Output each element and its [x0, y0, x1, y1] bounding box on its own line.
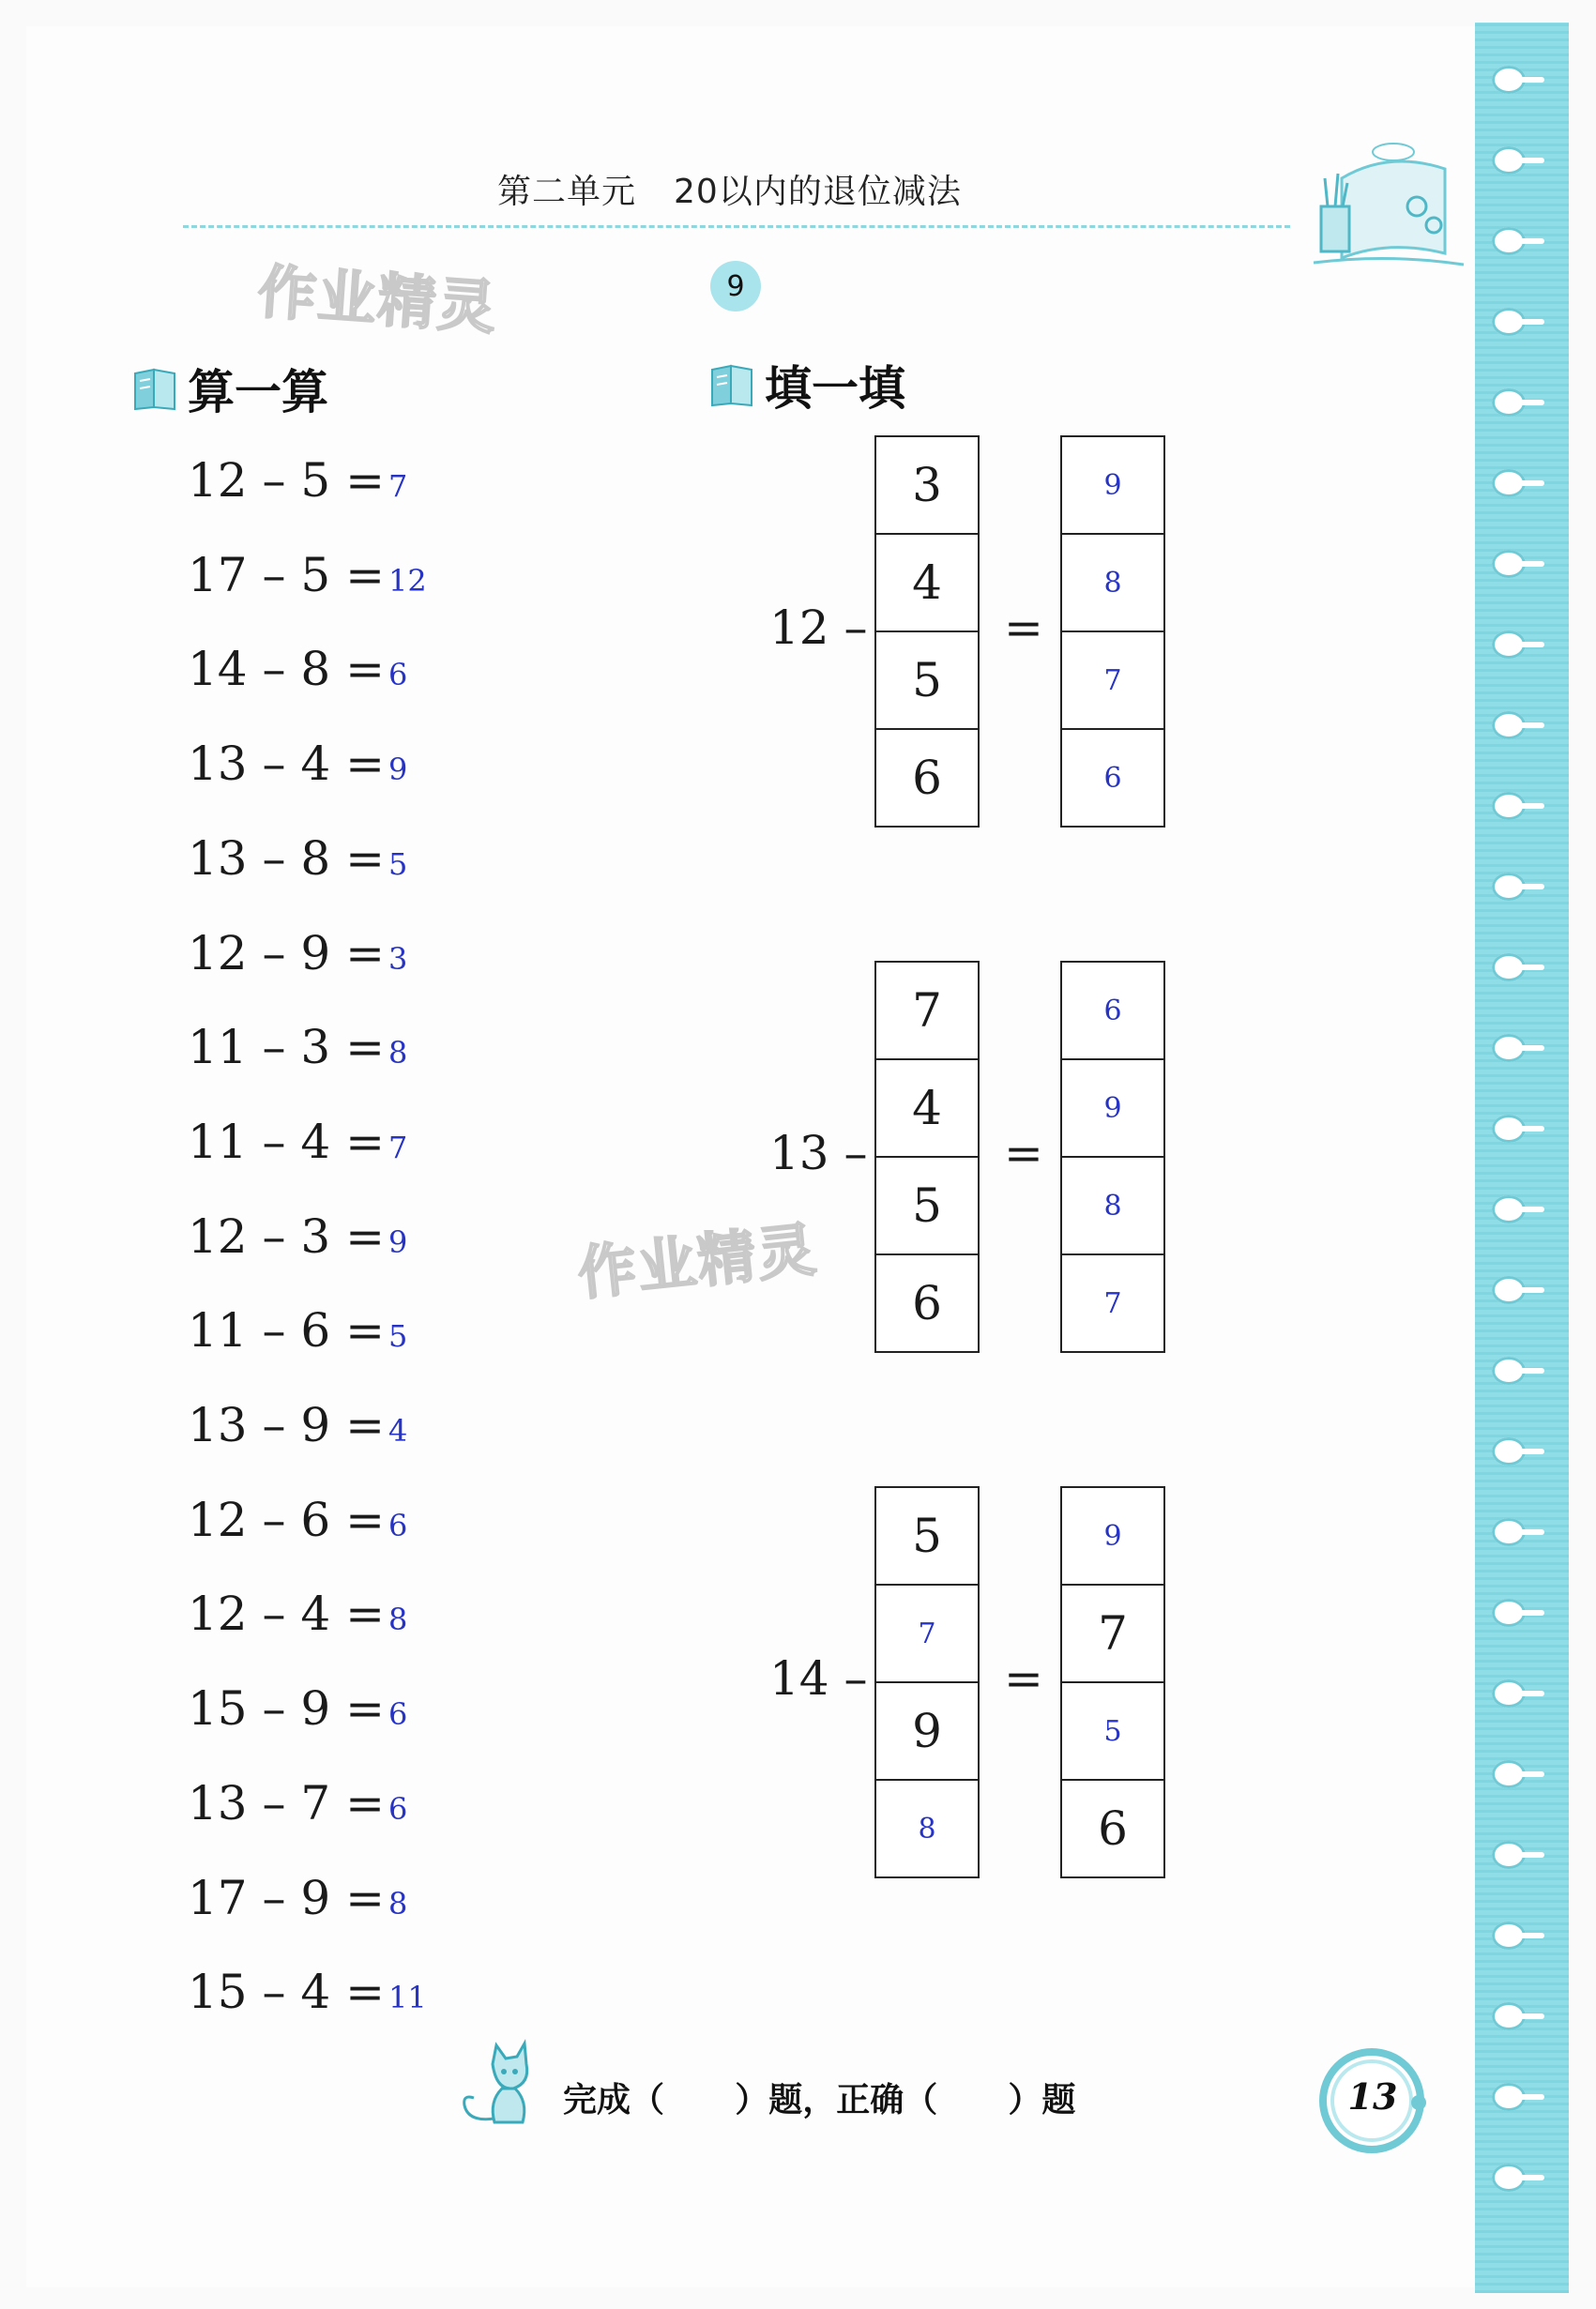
binding-ring	[1492, 388, 1526, 417]
answer-cell[interactable]: 9	[1062, 1060, 1163, 1158]
answer-cell[interactable]: 9	[1062, 437, 1163, 535]
equation-row	[188, 1871, 407, 1925]
equation-answer[interactable]: 8	[388, 1602, 408, 1638]
equation-answer[interactable]: 11	[388, 1980, 427, 2016]
answer-cell[interactable]: 5	[1062, 1683, 1163, 1781]
minuend-label: 13 –	[769, 1126, 868, 1180]
answer-cell[interactable]: 8	[918, 1812, 936, 1846]
equation-row	[188, 1681, 407, 1736]
binding-ring	[1492, 1437, 1526, 1466]
equation-row	[188, 642, 407, 696]
answer-cell[interactable]: 9	[1062, 1488, 1163, 1586]
equation-row	[188, 1115, 407, 1169]
equation-answer[interactable]: 9	[388, 1223, 408, 1260]
answer-cell[interactable]: 6	[1062, 963, 1163, 1060]
equation-answer[interactable]: 7	[388, 468, 408, 504]
given-cell: 4	[876, 1060, 978, 1158]
given-cell: 5	[876, 632, 978, 730]
binding-ring	[1492, 2164, 1526, 2192]
equation-expression: 12 – 5 =	[188, 453, 386, 508]
fill-group	[769, 961, 1173, 1347]
equation-answer[interactable]: 5	[388, 845, 408, 882]
given-cell: 7	[1062, 1586, 1163, 1683]
equation-answer[interactable]: 8	[388, 1035, 408, 1071]
equation-expression: 14 – 8 =	[188, 642, 386, 697]
binding-ring	[1492, 1195, 1526, 1223]
equation-row	[188, 1020, 407, 1074]
equation-row	[188, 1303, 407, 1358]
equation-row	[188, 1493, 407, 1547]
binding-ring	[1492, 1679, 1526, 1708]
binding-ring	[1492, 2002, 1526, 2030]
binding-ring	[1492, 711, 1526, 739]
given-cell: 6	[912, 751, 942, 805]
difference-column	[1060, 961, 1165, 1353]
equation-expression: 11 – 4 =	[188, 1114, 386, 1169]
binding-ring	[1492, 1115, 1526, 1143]
answer-cell[interactable]: 7	[1103, 1286, 1122, 1320]
spiral-binding	[1475, 23, 1569, 2293]
unit-label: 第二单元	[497, 173, 637, 211]
binding-ring	[1492, 873, 1526, 901]
stationery-illustration	[1304, 141, 1473, 272]
book-icon	[131, 364, 180, 413]
binding-ring	[1492, 1599, 1526, 1627]
equation-expression: 17 – 5 =	[188, 547, 386, 602]
answer-cell[interactable]: 7	[876, 1586, 978, 1683]
section-title-fill	[708, 351, 905, 418]
binding-ring	[1492, 550, 1526, 578]
equation-expression: 12 – 4 =	[188, 1587, 386, 1642]
binding-ring	[1492, 1922, 1526, 1950]
cat-icon	[455, 2036, 544, 2134]
binding-ring	[1492, 1518, 1526, 1546]
equation-expression: 13 – 7 =	[188, 1775, 386, 1830]
equation-answer[interactable]: 8	[388, 1885, 408, 1922]
equation-expression: 13 – 8 =	[188, 830, 386, 886]
header-divider	[183, 225, 1290, 228]
equation-row	[188, 1398, 407, 1452]
equation-row	[188, 1587, 407, 1641]
minuend-label: 12 –	[769, 600, 868, 655]
equation-answer[interactable]: 3	[388, 940, 408, 977]
topic-label: 20以内的退位减法	[674, 173, 962, 211]
given-cell: 6	[1098, 1801, 1128, 1856]
equation-answer[interactable]: 6	[388, 657, 408, 693]
equation-row	[188, 1209, 407, 1264]
binding-ring	[1492, 469, 1526, 497]
equation-expression: 12 – 6 =	[188, 1492, 386, 1547]
equation-row	[188, 831, 407, 886]
fill-group	[769, 1486, 1173, 1873]
equation-row	[188, 926, 407, 980]
given-cell: 6	[912, 1276, 942, 1330]
equals-sign: =	[1004, 1126, 1043, 1180]
equation-row	[188, 737, 407, 791]
section-title-text: 算一算	[188, 365, 328, 419]
binding-ring	[1492, 146, 1526, 175]
binding-ring	[1492, 1760, 1526, 1788]
equation-answer[interactable]: 6	[388, 1507, 408, 1543]
equation-row	[188, 453, 407, 508]
given-cell: 3	[876, 437, 978, 535]
given-cell: 4	[876, 535, 978, 632]
minuend-label: 14 –	[769, 1651, 868, 1706]
given-cell: 5	[876, 1158, 978, 1255]
binding-ring	[1492, 66, 1526, 94]
binding-ring	[1492, 1034, 1526, 1062]
equation-answer[interactable]: 12	[388, 562, 427, 599]
equals-sign: =	[1004, 1651, 1043, 1706]
given-cell: 7	[876, 963, 978, 1060]
subtrahend-column	[874, 961, 980, 1353]
equation-answer[interactable]: 6	[388, 1790, 408, 1827]
page-header	[497, 165, 962, 213]
equation-expression: 11 – 3 =	[188, 1020, 386, 1075]
section-title-text: 填一填	[765, 361, 905, 416]
watermark: 作业精灵	[255, 257, 500, 342]
binding-ring	[1492, 1841, 1526, 1869]
answer-cell[interactable]: 7	[1062, 632, 1163, 730]
binding-ring	[1492, 1357, 1526, 1385]
equation-expression: 12 – 3 =	[188, 1208, 386, 1264]
page-number: 13	[1347, 2075, 1398, 2118]
equation-expression: 13 – 4 =	[188, 737, 386, 792]
completion-tally: 完成（ ）题，正确（ ）题	[563, 2081, 1076, 2119]
subtrahend-column	[874, 1486, 980, 1878]
equation-answer[interactable]: 5	[388, 1318, 408, 1355]
equation-expression: 11 – 6 =	[188, 1303, 386, 1359]
binding-ring	[1492, 792, 1526, 820]
equation-row	[188, 1776, 407, 1830]
given-cell: 5	[876, 1488, 978, 1586]
equation-answer[interactable]: 6	[388, 1696, 408, 1733]
book-icon	[708, 360, 757, 409]
answer-cell[interactable]: 8	[1062, 1158, 1163, 1255]
answer-cell[interactable]: 8	[1062, 535, 1163, 632]
equals-sign: =	[1004, 600, 1043, 655]
binding-ring	[1492, 1276, 1526, 1304]
difference-column	[1060, 1486, 1165, 1878]
equation-expression: 15 – 4 =	[188, 1965, 386, 2020]
equation-expression: 12 – 9 =	[188, 925, 386, 980]
section-title-calculate	[131, 355, 328, 422]
fill-group	[769, 435, 1173, 822]
binding-ring	[1492, 227, 1526, 255]
equation-expression: 13 – 9 =	[188, 1398, 386, 1452]
equation-row	[188, 548, 427, 602]
equation-answer[interactable]: 4	[388, 1413, 408, 1449]
binding-ring	[1492, 2083, 1526, 2111]
watermark: 作业精灵	[574, 1214, 821, 1309]
answer-cell[interactable]: 6	[1103, 761, 1122, 795]
equation-expression: 15 – 9 =	[188, 1681, 386, 1737]
binding-ring	[1492, 308, 1526, 336]
equation-expression: 17 – 9 =	[188, 1870, 386, 1925]
difference-column	[1060, 435, 1165, 828]
equation-answer[interactable]: 9	[388, 752, 408, 788]
equation-answer[interactable]: 7	[388, 1129, 408, 1165]
binding-ring	[1492, 953, 1526, 981]
equation-row	[188, 1965, 427, 2019]
given-cell: 9	[876, 1683, 978, 1781]
subtrahend-column	[874, 435, 980, 828]
exercise-number-badge: 9	[710, 261, 761, 311]
binding-ring	[1492, 630, 1526, 659]
